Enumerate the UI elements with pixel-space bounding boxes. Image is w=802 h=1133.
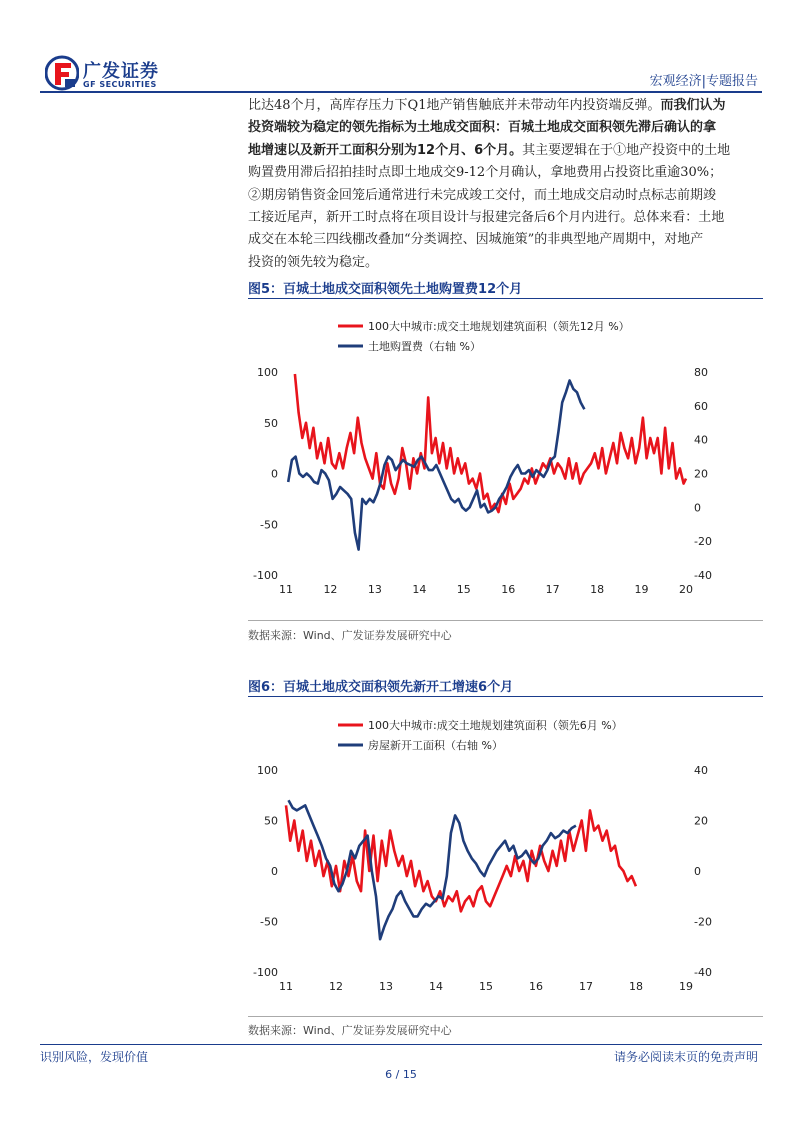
x-axis-tick-label: 17 bbox=[545, 583, 560, 596]
footer-disclaimer-link[interactable]: 请务必阅读末页的免责声明 bbox=[613, 1050, 758, 1064]
right-axis-tick-label: 20 bbox=[694, 814, 708, 828]
x-axis-tick-label: 18 bbox=[629, 980, 643, 993]
right-axis-tick-label: -20 bbox=[694, 915, 712, 929]
right-axis-tick-label: 60 bbox=[694, 399, 708, 413]
x-axis-tick-label: 12 bbox=[329, 980, 343, 993]
page-number: 6 / 15 bbox=[385, 1068, 417, 1081]
figure-title: 图5：百城土地成交面积领先土地购置费12个月 bbox=[248, 282, 523, 297]
left-axis-tick-label: -100 bbox=[253, 966, 278, 979]
left-axis-tick-label: 0 bbox=[271, 467, 278, 481]
body-paragraph bbox=[248, 95, 763, 274]
body-line: 比达48个月，高库存压力下Q1地产销售触底并未带动年内投资端反弹。而我们认为 bbox=[248, 98, 726, 113]
x-axis-tick-label: 16 bbox=[529, 980, 543, 993]
legend-label: 100大中城市:成交土地规划建筑面积（领先12月 %） bbox=[368, 320, 630, 333]
page-header bbox=[0, 0, 802, 92]
source-divider bbox=[248, 620, 763, 621]
company-logo bbox=[45, 55, 185, 93]
x-axis-tick-label: 14 bbox=[412, 583, 427, 596]
right-axis-tick-label: 80 bbox=[694, 366, 708, 379]
x-axis-tick-label: 18 bbox=[590, 583, 605, 596]
series-line bbox=[289, 800, 576, 939]
x-axis-tick-label: 14 bbox=[429, 980, 443, 993]
figure-title: 图6：百城土地成交面积领先新开工增速6个月 bbox=[248, 680, 514, 695]
x-axis-tick-label: 12 bbox=[323, 583, 338, 596]
left-axis-tick-label: 50 bbox=[264, 416, 278, 430]
report-section: 宏观经济|专题报告 bbox=[649, 74, 758, 89]
legend-label: 土地购置费（右轴 %） bbox=[368, 340, 481, 353]
x-axis-tick-label: 15 bbox=[456, 583, 471, 596]
logo-text-en: GF SECURITIES bbox=[83, 80, 157, 89]
right-axis-tick-label: -20 bbox=[694, 535, 712, 549]
body-line: 投资的领先较为稳定。 bbox=[248, 254, 379, 270]
legend-label: 100大中城市:成交土地规划建筑面积（领先6月 %） bbox=[368, 719, 623, 732]
logo-mark-icon bbox=[45, 55, 79, 91]
left-axis-tick-label: -50 bbox=[260, 518, 278, 532]
right-axis-tick-label: 0 bbox=[694, 501, 701, 515]
x-axis-tick-label: 11 bbox=[279, 980, 293, 993]
body-line: 地增速以及新开工面积分别为12个月、6个月。其主要逻辑在于①地产投资中的土地 bbox=[248, 142, 731, 158]
right-axis-tick-label: -40 bbox=[694, 966, 712, 979]
left-axis-tick-label: 50 bbox=[264, 814, 278, 828]
footer-divider bbox=[40, 1044, 762, 1045]
right-axis-tick-label: 20 bbox=[694, 467, 708, 481]
right-axis-tick-label: -40 bbox=[694, 569, 712, 582]
left-axis-tick-label: -100 bbox=[253, 569, 278, 582]
x-axis-tick-label: 17 bbox=[579, 980, 593, 993]
x-axis-tick-label: 13 bbox=[367, 583, 382, 596]
footer-slogan: 识别风险，发现价值 bbox=[40, 1050, 149, 1064]
x-axis-tick-label: 19 bbox=[634, 583, 649, 596]
right-axis-tick-label: 40 bbox=[694, 433, 708, 447]
figure-divider bbox=[248, 298, 763, 299]
left-axis-tick-label: -50 bbox=[260, 915, 278, 929]
x-axis-tick-label: 16 bbox=[501, 583, 516, 596]
figure-source: 数据来源：Wind、广发证券发展研究中心 bbox=[248, 1024, 452, 1037]
x-axis-tick-label: 19 bbox=[679, 980, 693, 993]
chart-new-construction bbox=[248, 698, 763, 1013]
left-axis-tick-label: 100 bbox=[257, 366, 278, 379]
legend-label: 房屋新开工面积（右轴 %） bbox=[368, 739, 503, 752]
figure-divider bbox=[248, 696, 763, 697]
right-axis-tick-label: 40 bbox=[694, 764, 708, 777]
left-axis-tick-label: 100 bbox=[257, 764, 278, 777]
body-line: 成交在本轮三四线棚改叠加“分类调控、因城施策”的非典型地产周期中，对地产 bbox=[248, 232, 704, 248]
x-axis-tick-label: 11 bbox=[279, 583, 293, 596]
body-line: 购置费用滞后招拍挂时点即土地成交9-12个月确认，拿地费用占投资比重逾30%； bbox=[248, 165, 723, 181]
body-line: ②期房销售资金回笼后通常进行未完成竣工交付，而土地成交启动时点标志前期竣 bbox=[248, 187, 717, 203]
logo-text-cn: 广发证券 bbox=[83, 61, 159, 82]
figure-source: 数据来源：Wind、广发证券发展研究中心 bbox=[248, 629, 452, 642]
source-divider bbox=[248, 1016, 763, 1017]
body-line: 投资端较为稳定的领先指标为土地成交面积：百城土地成交面积领先滞后确认的拿 bbox=[248, 120, 717, 136]
right-axis-tick-label: 0 bbox=[694, 865, 701, 878]
left-axis-tick-label: 0 bbox=[271, 865, 278, 878]
x-axis-tick-label: 20 bbox=[679, 583, 693, 596]
series-line bbox=[286, 805, 636, 911]
chart-land-purchase bbox=[248, 300, 763, 620]
x-axis-tick-label: 13 bbox=[379, 980, 393, 993]
x-axis-tick-label: 15 bbox=[479, 980, 493, 993]
header-divider bbox=[40, 91, 762, 93]
series-line bbox=[295, 374, 686, 512]
body-line: 工接近尾声，新开工时点将在项目设计与报建完备后6个月内进行。总体来看：土地 bbox=[248, 210, 725, 226]
